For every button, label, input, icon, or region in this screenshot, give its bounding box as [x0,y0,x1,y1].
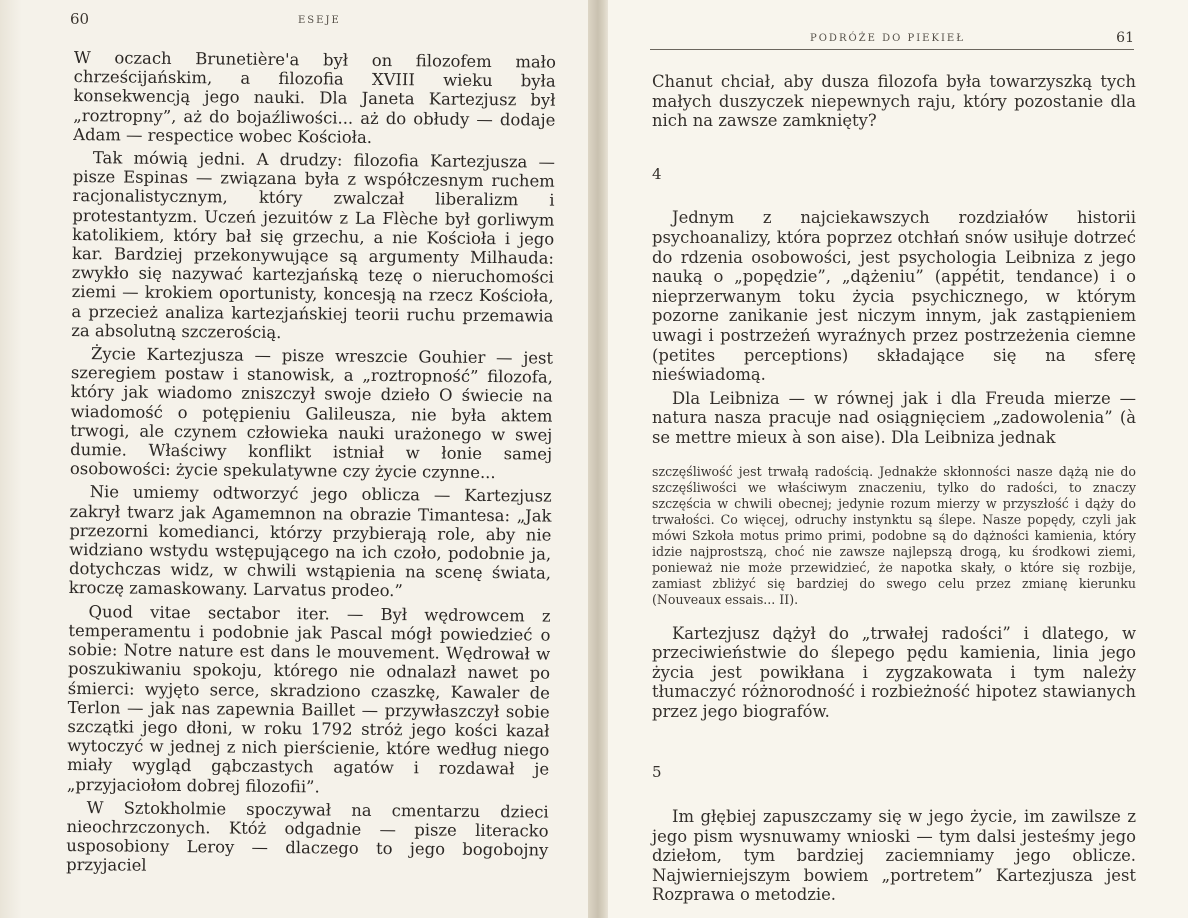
paragraph: W oczach Brunetière'a był on filozofem mało chrześcijańskim, a filozofia XVIII wieku była konsekwencją jego nauki. Dla Janeta Kartezjusz był „roztropny”, aż do bojaźliwości... aż do obłudy — dodaje Adam — respectice wobec Kościoła. [73,48,556,147]
right-page [608,0,1188,918]
paragraph: Życie Kartezjusza — pisze wreszcie Gouhier — jest szeregiem postaw i stanowisk, a „roztropność” filozofa, który jak wiadomo zniszczył swoje dzieło O świecie na wiadomość o potępieniu Galileusza, nie była aktem trwogi, ale czynem człowieka nauki urażonego w swej dumie. Właściwy konflikt istniał w łonie samej osobowości: życie spekulatywne czy życie czynne... [69,344,554,483]
paragraph: Quod vitae sectabor iter. — Był wędrowcem z temperamentu i podobnie jak Pascal mógł powiedzieć o sobie: Notre nature est dans le mouvement. Wędrował w poszukiwaniu spokoju, którego nie odnalazł nawet po śmierci: wyjęto serce, skradziono czaszkę, Kawaler de Terlon — jak nas zapewnia Baillet — przywłaszczył sobie szczątki jego dłoni, w roku 1792 stróż jego kości kazał wytoczyć w jednej z nich pierścienie, które według niego miały wygląd gąbczastych agatów i rozdawał je „przyjaciołom dobrej filozofii”. [66,601,551,796]
running-head-right: PODRÓŻE DO PIEKIEŁ [810,33,965,44]
paragraph: Dla Leibniza — w równej jak i dla Freuda mierze — natura nasza pracuje nad osiągnięciem „zadowolenia” (à se mettre mieux à son aise). Dla Leibniza jednak [652,388,1136,447]
paragraph: Tak mówią jedni. A drudzy: filozofia Kartezjusza — pisze Espinas — związana była z współczesnym ruchem racjonalistycznym, który zwalczał liberalizm i protestantyzm. Uczeń jezuitów z La Flèche był gorliwym katolikiem, który bał się grzechu, a nie Kościoła i jego kar. Bardziej przekonywujące są argumenty Milhauda: zwykło się nazywać kartezjańską tezę o nieruchomości ziemi — krokiem oportunisty, koncesją na rzecz Kościoła, a przecież analiza kartezjańskiej teorii ruchu przemawia za absolutną szczerością. [71,148,556,342]
page-number-right: 61 [1116,30,1134,46]
paragraph: Im głębiej zapuszczamy się w jego życie, im zawilsze z jego pism wysnuwamy wnioski — tym dalsi jesteśmy jego dziełom, tym bardziej zaciemniamy jego oblicze. Najwierniejszym bowiem „portretem” Kartezjusza jest Rozprawa o metodzie. [652,807,1136,905]
section-number: 4 [652,164,662,183]
section-gap [652,725,1136,763]
header-rule [650,49,1134,50]
paragraph: Jednym z najciekawszych rozdziałów historii psychoanalizy, która poprzez otchłań snów usiłuje dotrzeć do rdzenia osobowości, jest psychologia Leibniza z jego nauką o „popędzie”, „dążeniu” (appétit, tendance) i o nieprzerwanym toku życia psychicznego, w którym pozorne zanikanie jest niczym innym, jak zastąpieniem uwagi i postrzeżeń wyraźnych przez postrzeżenia ciemne (petites perceptions) składające się na sferę nieświadomą. [652,208,1136,385]
right-page-text [652,72,1136,909]
running-head-left: ESEJE [298,15,341,26]
paragraph: W Sztokholmie spoczywał na cmentarzu dzieci nieochrzczonych. Któż odgadnie — pisze literacko usposobiony Leroy — dlaczego to jego bogobojny przyjaciel [66,797,549,876]
continued-paragraph: Chanut chciał, aby dusza filozofa była towarzyszką tych małych duszyczek niepewnych raju, który pozostanie dla nich na zawsze zamknięty? [652,72,1136,131]
paragraph: Kartezjusz dążył do „trwałej radości” i dlatego, w przeciwieństwie do ślepego pędu kamienia, linia jego życia jest powikłana i zygzakowata i tym należy tłumaczyć różnorodność i rozbieżność hipotez stawianych przez jego biografów. [652,623,1136,721]
left-page [0,0,590,918]
left-page-text [66,48,556,883]
page-edge [0,0,22,918]
right-page-header [650,30,1134,50]
left-page-header [70,10,550,30]
page-number-left: 60 [70,10,90,28]
book-gutter [588,0,610,918]
block-quote: szczęśliwość jest trwałą radością. Jednakże skłonności nasze dążą nie do szczęśliwości we właściwym znaczeniu, tylko do radości, to znaczy szczęścia w chwili obecnej; jedynie rozum mierzy w przyszłość i dąży do trwałości. Co więcej, odruchy instynktu są ślepe. Nasze popędy, czyli jak mówi Szkoła motus primo primi, podobne są do dążności kamienia, który idzie najprostszą, choć nie zawsze najlepszą drogą, ku środkowi ziemi, ponieważ nie może przewidzieć, że napotka skały, o które się rozbije, zamiast zbliżyć się bardziej do swego celu przez zmianę kierunku (Nouveaux essais... II). [652,463,1136,607]
section-number: 5 [652,763,662,782]
paragraph: Nie umiemy odtworzyć jego oblicza — Kartezjusz zakrył twarz jak Agamemnon na obrazie Timantesa: „Jak przezorni komedianci, którzy przybierają role, aby nie widziano wstydu wstępującego na ich czoło, podobnie ja, dotychczas widz, w chwili wstąpienia na scenę świata, kroczę zamaskowany. Larvatus prodeo.” [68,482,552,601]
